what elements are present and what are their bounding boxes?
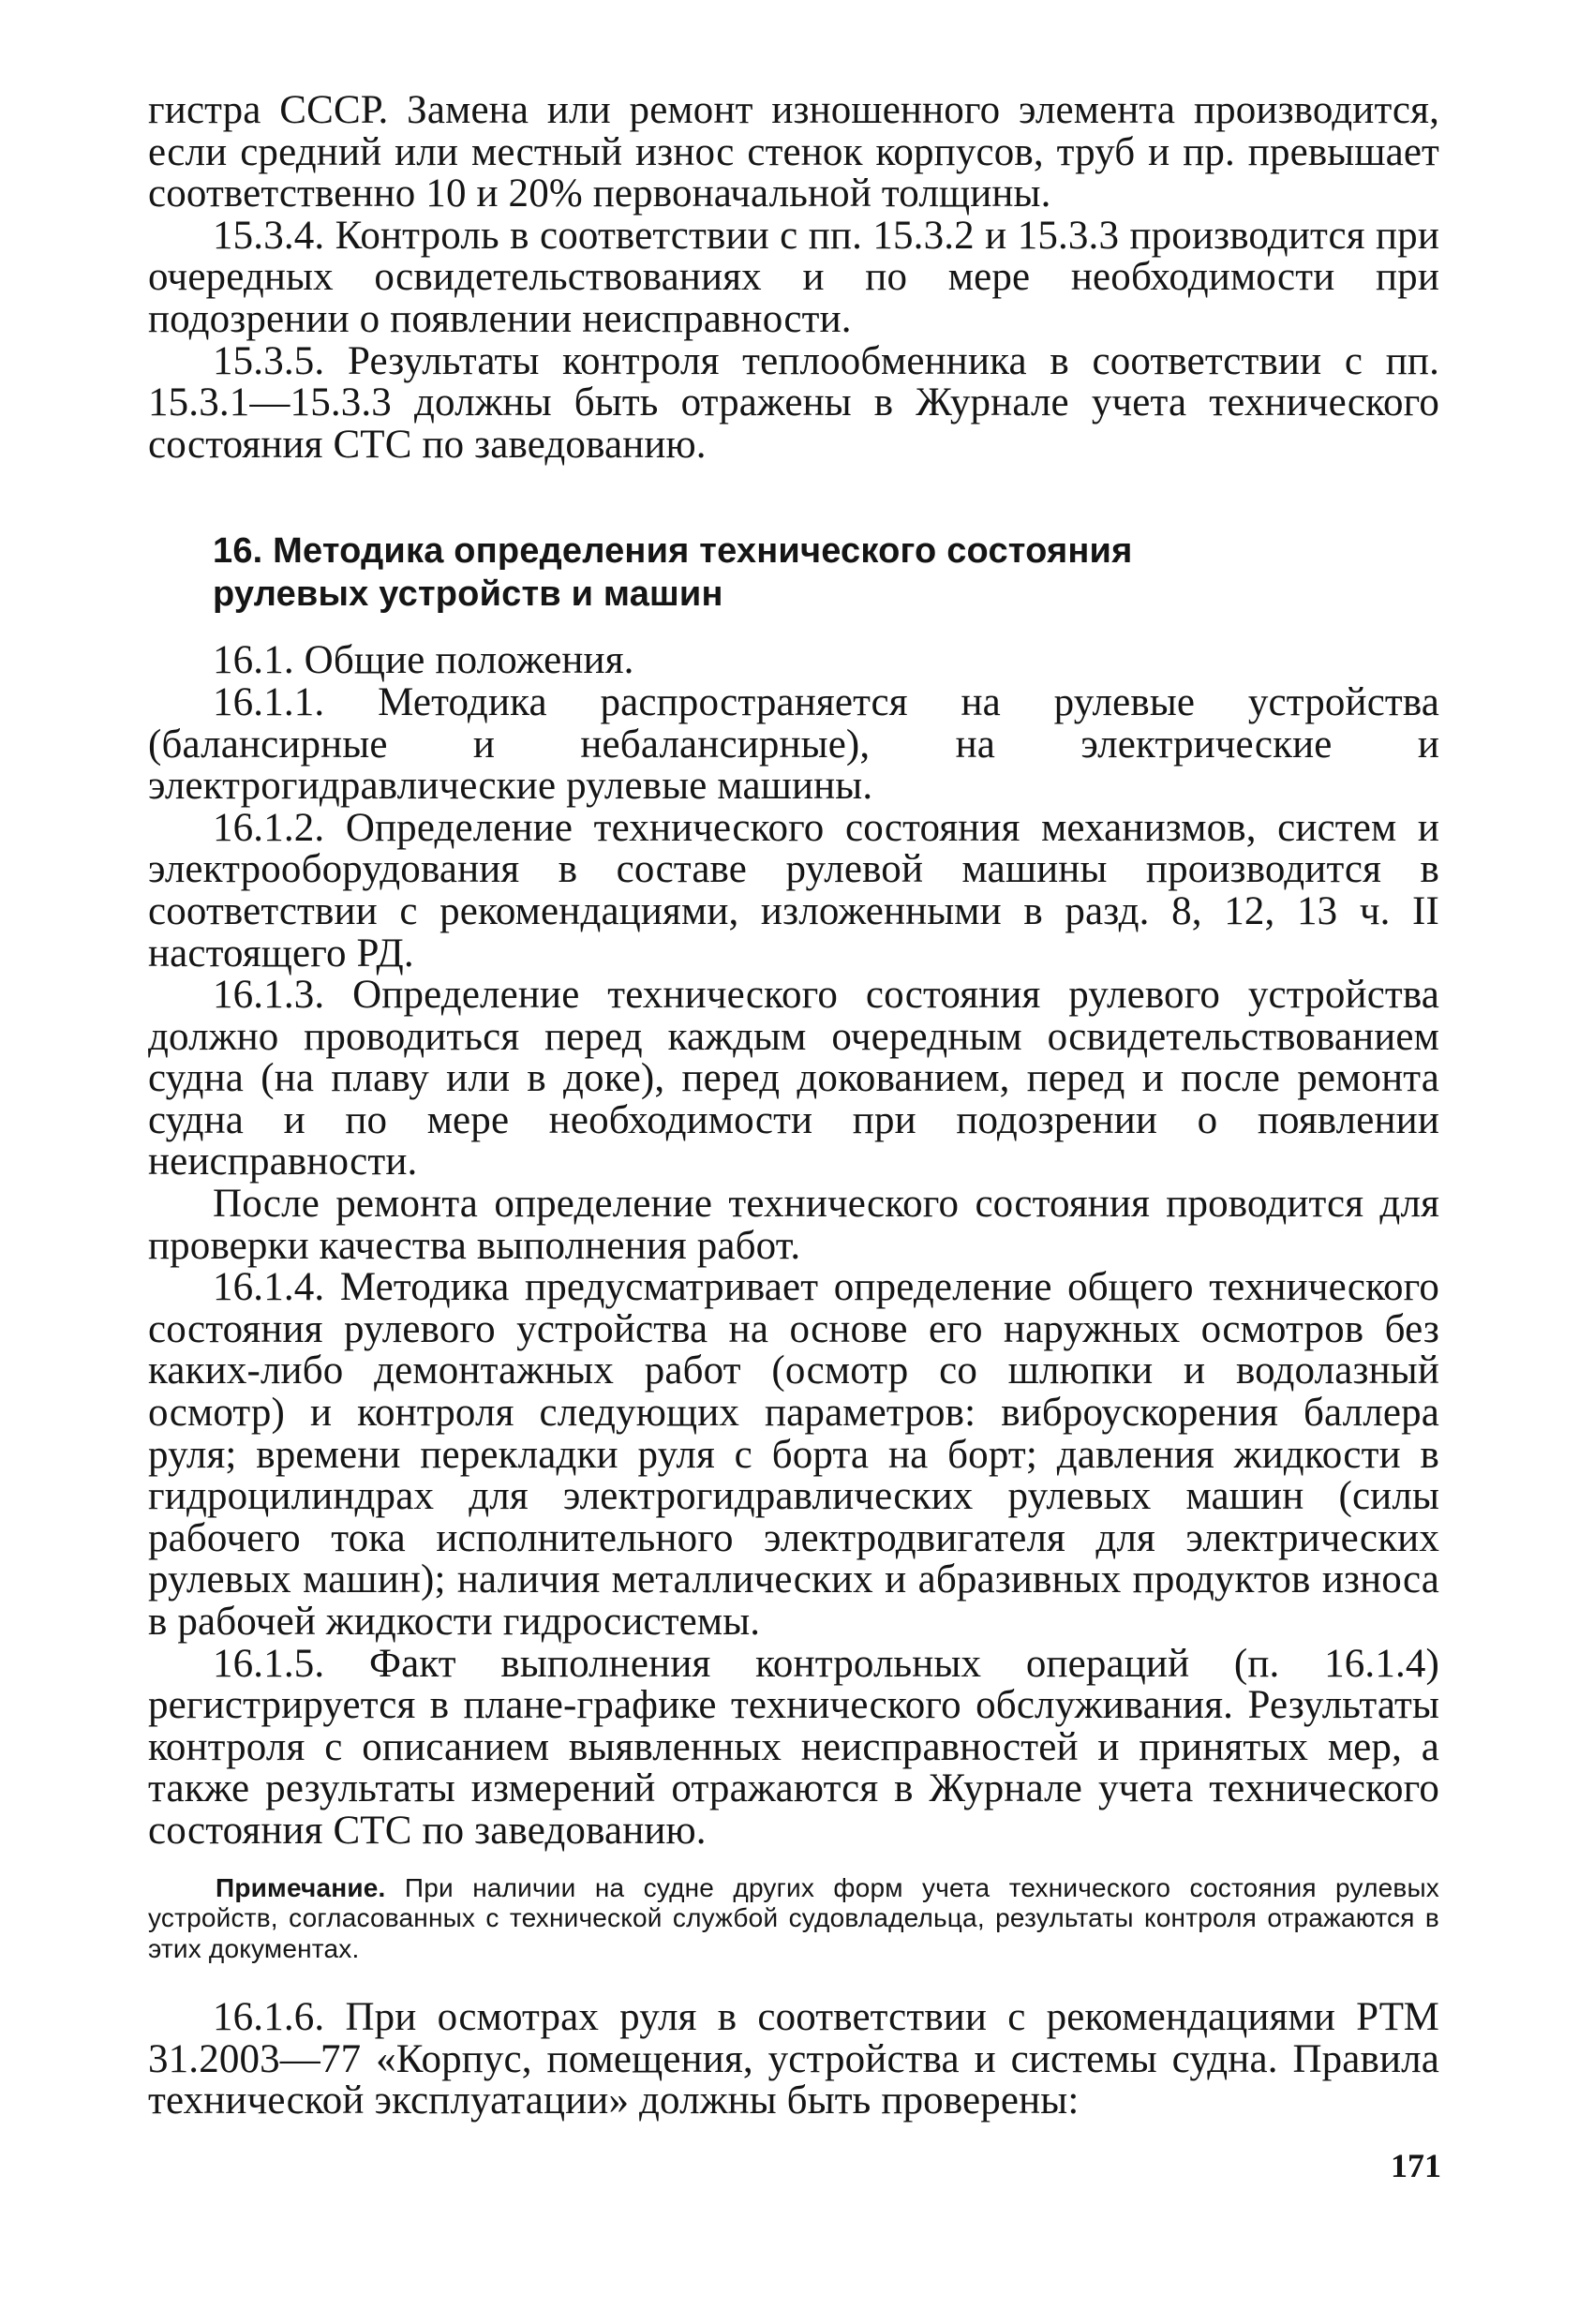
paragraph-16-1-2: 16.1.2. Определение технического состояния механизмов, систем и электрооборудования в составе рулевой машины производится в соответствии с рекомендациями, изложенными в разд. 8, 12, 13 ч. II настоящего РД. — [148, 805, 1439, 976]
paragraph-15-3-5: 15.3.5. Результаты контроля теплообменника в соответствии с пп. 15.3.1—15.3.3 должны быть отражены в Журнале учета технического состояния СТС по заведованию. — [148, 338, 1439, 467]
section-heading-line-1: 16. Методика определения технического состояния — [213, 531, 1133, 572]
paragraph-16-1-3: 16.1.3. Определение технического состояния рулевого устройства должно проводиться перед каждым очередным освидетельствованием судна (на плаву или в доке), перед докованием, перед и после ремонта судна и по мере необходимости при подозрении о появлении неисправности. — [148, 973, 1439, 1184]
note-block — [148, 1873, 1439, 1965]
page-number: 171 — [1391, 2147, 1441, 2184]
paragraph-16-1: 16.1. Общие положения. — [213, 638, 634, 683]
note-label: Примечание. — [216, 1872, 386, 1902]
paragraph-after-repair: После ремонта определение технического состояния проводится для проверки качества выполнения работ. — [148, 1182, 1439, 1268]
paragraph-16-1-5: 16.1.5. Факт выполнения контрольных операций (п. 16.1.4) регистрируется в плане-графике технического обслуживания. Результаты контроля с описанием выявленных неисправностей и принятых мер, а также результаты измерений отражаются в Журнале учета технического состояния СТС по заведованию. — [148, 1641, 1439, 1853]
section-heading-line-2: рулевых устройств и машин — [213, 574, 723, 615]
paragraph-16-1-1: 16.1.1. Методика распространяется на рулевые устройства (балансирные и небалансирные), на электрические и электрогидравлические рулевые машины. — [148, 679, 1439, 809]
paragraph-16-1-6: 16.1.6. При осмотрах руля в соответствии с рекомендациями РТМ 31.2003—77 «Корпус, помещения, устройства и системы судна. Правила технической эксплуатации» должны быть проверены: — [148, 1995, 1439, 2123]
paragraph-16-1-4: 16.1.4. Методика предусматривает определение общего технического состояния рулевого устройства на основе его наружных осмотров без каких-либо демонтажных работ (осмотр со шлюпки и водолазный осмотр) и контроля следующих параметров: виброускорения баллера руля; времени перекладки руля с борта на борт; давления жидкости в гидроцилиндрах для электрогидравлических рулевых машин (силы рабочего тока исполнительного электродвигателя для электрических рулевых машин); наличия металлических и абразивных продуктов износа в рабочей жидкости гидросистемы. — [148, 1265, 1439, 1644]
document-page — [148, 90, 1439, 2123]
paragraph-15-3-4: 15.3.4. Контроль в соответствии с пп. 15.3.2 и 15.3.3 производится при очередных освидетельствованиях и по мере необходимости при подозрении о появлении неисправности. — [148, 213, 1439, 341]
section-heading — [213, 529, 1439, 616]
paragraph-continuation: гистра СССР. Замена или ремонт изношенного элемента производится, если средний или местный износ стенок корпусов, труб и пр. превышает соответственно 10 и 20% первоначальной толщины. — [148, 88, 1439, 216]
note-text: При наличии на судне других форм учета технического состояния рулевых устройств, согласованных с технической службой судовладельца, результаты контроля отражаются в этих документах. — [148, 1872, 1439, 1963]
